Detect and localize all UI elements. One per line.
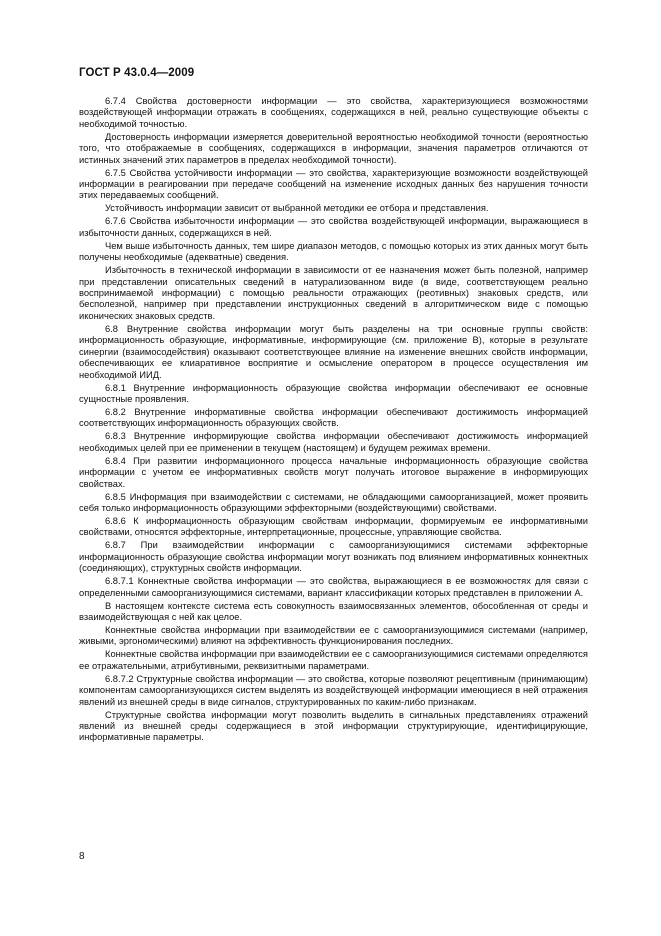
paragraph: Устойчивость информации зависит от выбранной методики ее отбора и представления. — [105, 203, 489, 214]
paragraph-6-8-5: 6.8.5 Информация при взаимодействии с системами, не обладающими самоорганизацией, может проявить себя только информационность образующими эффекторными (воздействующими) свойствами. — [79, 491, 588, 513]
paragraph: Коннектные свойства информации при взаимодействии ее с самоорганизующимися системами определяются ее отражательными, атрибутивными, реквизитными параметрами. — [79, 649, 588, 671]
page-number: 8 — [79, 851, 85, 862]
paragraph-6-8-1: 6.8.1 Внутренние информационность образующие свойства информации обеспечивают ее основные сущностные проявления. — [79, 382, 588, 404]
paragraph: Коннектные свойства информации при взаимодействии ее с самоорганизующимися системами (например, живыми, эргономическими) влияют на эффективность функционирования последних. — [79, 624, 588, 647]
paragraph: Избыточность в технической информации в зависимости от ее назначения может быть полезной, например при представлении описательных сведений в натурализованном виде (в виде, соответствующем реально воспринимаемой информации) с помощью реальности отражающих (реотивных) знаковых средств, или бесполезной, например при представлении инструкционных сведений в алгоритмическом виде с помощью иконических знаковых средств. — [79, 265, 588, 321]
paragraph: Достоверность информации измеряется доверительной вероятностью необходимой точности (вероятностью того, что отображаемые в сообщениях, содержащихся в информации, значения параметров отличаются от истинных значений этих параметров в пределах необходимой точности). — [79, 131, 588, 165]
paragraph-6-8-3: 6.8.3 Внутренние информирующие свойства информации обеспечивают достижимость информацией необходимых целей при ее применении в текущем (настоящем) и будущем режимах времени. — [79, 431, 588, 453]
paragraph-6-8: 6.8 Внутренние свойства информации могут быть разделены на три основные группы свойств: информационность образующие, информативные, информирующие (см. приложение В), которые в результате синергии (взаимосодействия) оказывают соответствующее влияние на изменение внешних свойств информации, обеспечивающих ее клиаративное восприятие и осмысление оператором в процессе осуществления им необходимой ИИД. — [79, 323, 588, 380]
paragraph: Структурные свойства информации могут позволить выделить в сигнальных представлениях отражений явлений из внешней среды содержащиеся в этой информации структурирующие, идентифицирующие, информативные параметры. — [79, 709, 588, 743]
paragraph-6-8-4: 6.8.4 При развитии информационного процесса начальные информационность образующие свойства информации с учетом ее информативных свойств могут получать итоговое выражение в информирующих свойствах. — [79, 455, 588, 489]
paragraph-6-7-4: 6.7.4 Свойства достоверности информации — это свойства, характеризующиеся возможностями воздействующей информации отражать в сообщениях, содержащихся в ней, реально существующие объекты с необходимой точностью. — [79, 96, 588, 129]
paragraph-6-7-6: 6.7.6 Свойства избыточности информации — это свойства воздействующей информации, выражающиеся в избыточности данных, содержащихся в ней. — [79, 216, 588, 238]
document-header: ГОСТ Р 43.0.4—2009 — [79, 67, 195, 79]
paragraph-6-8-6: 6.8.6 К информационность образующим свойствам информации, формируемым ее информативными свойствами, относятся эффекторные, интерпретационные, процессные, управляющие свойства. — [79, 515, 588, 538]
paragraph-6-8-7-2: 6.8.7.2 Структурные свойства информации — это свойства, которые позволяют рецептивным (принимающим) компонентам самоорганизующихся систем выделять из воздействующей информации имеющиеся в ней отражения явлений из внешней среды в виде сигналов, структурированных по каким-либо признакам. — [79, 673, 588, 707]
document-body — [79, 96, 588, 745]
paragraph: Чем выше избыточность данных, тем шире диапазон методов, с помощью которых из этих данных могут быть получены необходимые (адекватные) сведения. — [79, 240, 588, 263]
paragraph: В настоящем контексте система есть совокупность взаимосвязанных элементов, обособленная от среды и взаимодействующая с ней как целое. — [79, 600, 588, 622]
paragraph-6-7-5: 6.7.5 Свойства устойчивости информации — это свойства, характеризующие возможности воздействующей информации в реагировании при передаче сообщений на изменение исходных данных без нарушения точности этих передаваемых сообщений. — [79, 167, 588, 201]
paragraph-6-8-2: 6.8.2 Внутренние информативные свойства информации обеспечивают достижимость информацией соответствующих информационность образующих свойств. — [79, 406, 588, 429]
paragraph-6-8-7: 6.8.7 При взаимодействии информации с самоорганизующимися системами эффекторные информационность образующие свойства информации могут возникать под влиянием информативных коннектных (соединяющих), структурных свойств информации. — [79, 540, 588, 574]
paragraph-6-8-7-1: 6.8.7.1 Коннектные свойства информации — это свойства, выражающиеся в ее возможностях для связи с определенными самоорганизующимися системами, вариант классификации которых представлен в приложении А. — [79, 576, 588, 598]
